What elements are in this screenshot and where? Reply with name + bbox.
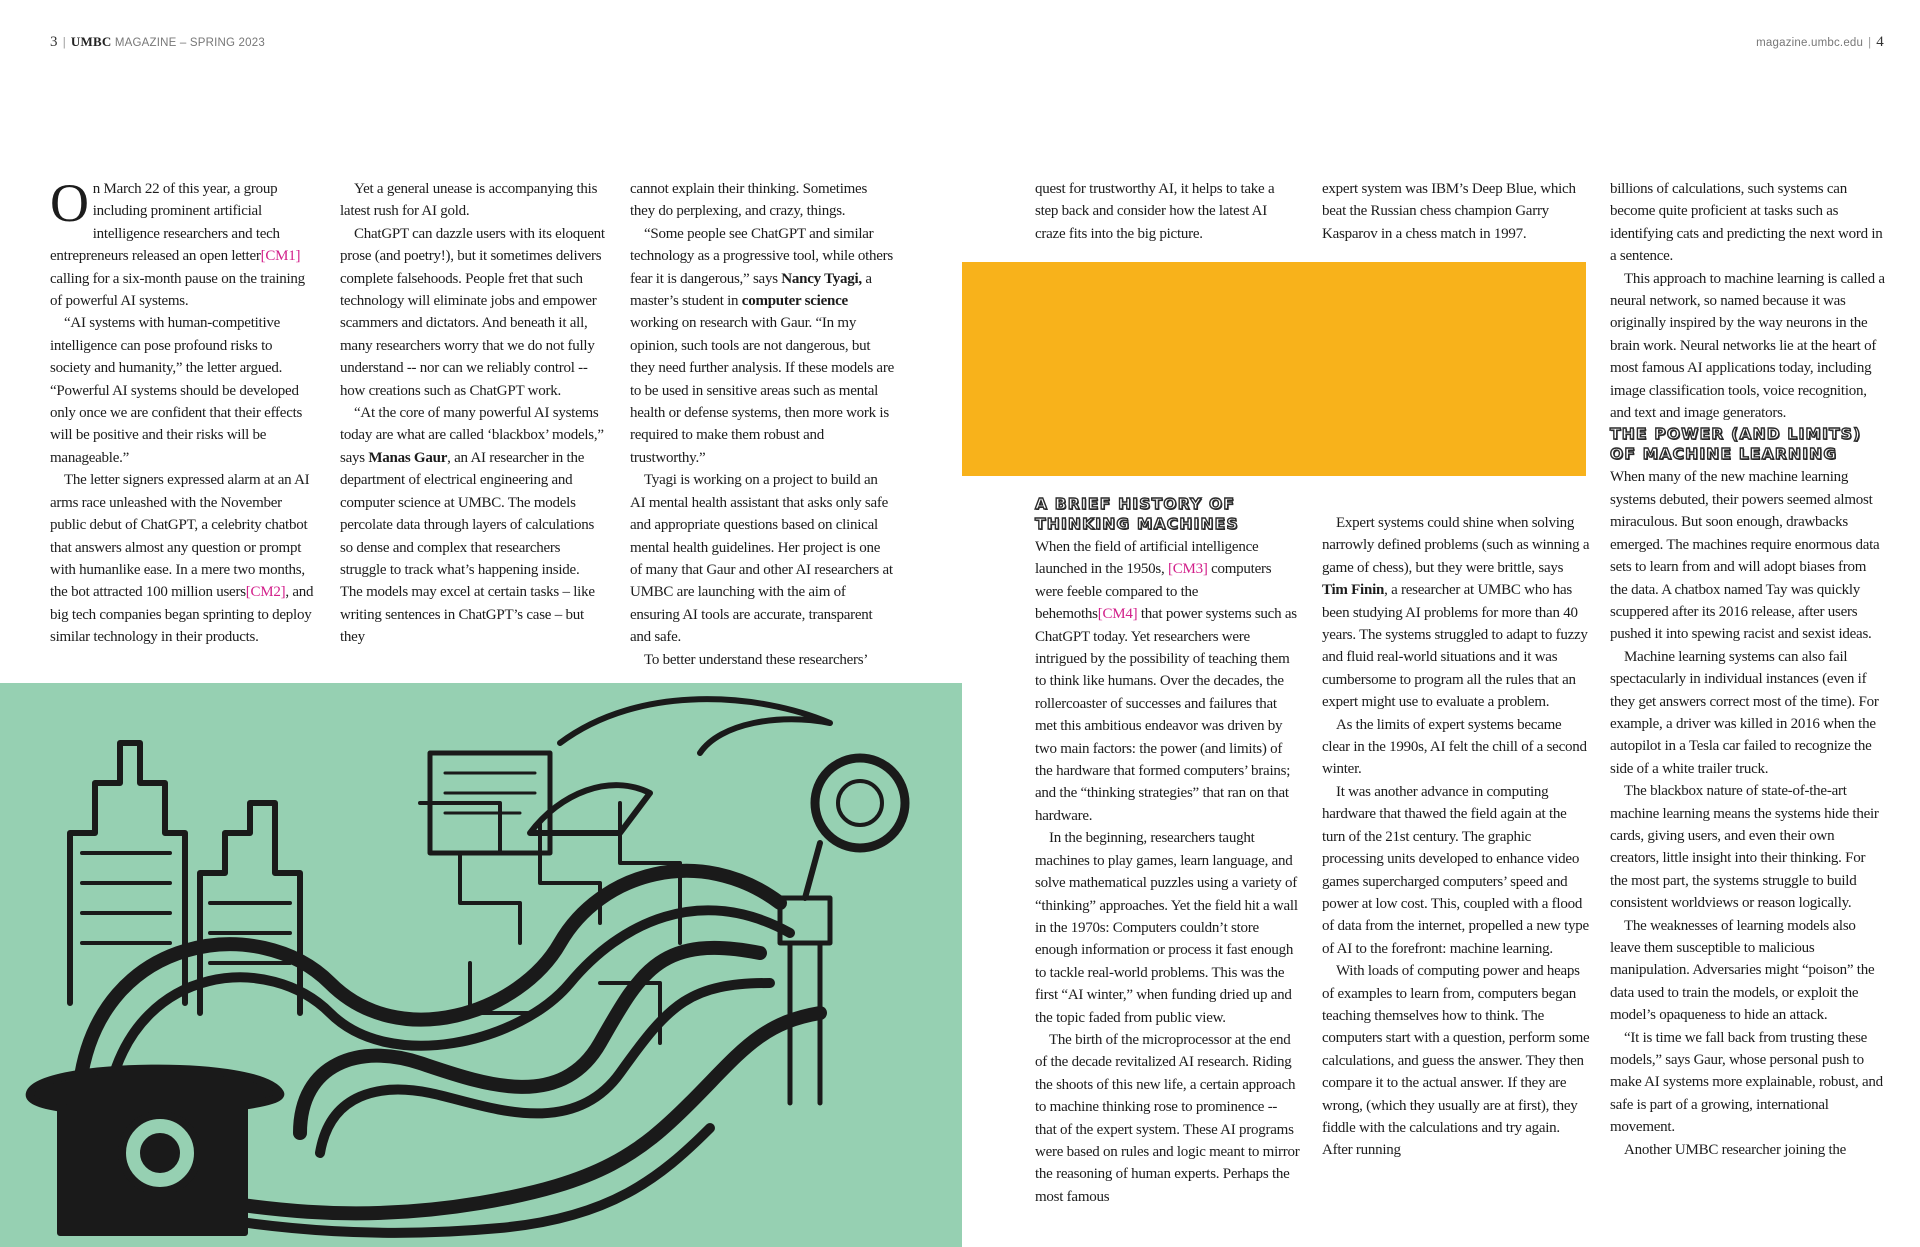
- article-column-1: [50, 173, 315, 649]
- article-column-5-top: [1322, 178, 1592, 245]
- paragraph: When the field of artificial intelligence launched in the 1950s, [CM3] computers were feeble compared to the behemoths[CM4] that power systems such as ChatGPT today. Yet researchers were intrigued by the possibility of teaching them to think like humans. Over the decades, the rollercoaster of successes and failures that met this ambitious endeavor was driven by two main factors: the power (and limits) of the hardware that formed computers’ brains; and the “thinking strategies” that ran on that hardware.: [1035, 539, 1297, 824]
- comment-marker: [CM3]: [1167, 561, 1208, 578]
- edition-label: MAGAZINE – SPRING 2023: [114, 37, 265, 49]
- person-name: Nancy Tyagi,: [781, 270, 862, 287]
- paragraph: To better understand these researchers’: [644, 651, 869, 668]
- running-header-right: magazine.umbc.edu | 4: [1756, 34, 1884, 50]
- paragraph: The blackbox nature of state-of-the-art machine learning means the systems hide their cards, giving users, and even their own creators, little insight into their thinking. For the most part, the systems struggle to build consistent worldviews or reason logically.: [1610, 783, 1879, 912]
- article-column-2: [340, 178, 605, 649]
- paragraph: The weaknesses of learning models also leave them susceptible to malicious manipulation. Adversaries might “poison” the data used to train the models, or exploit the model’s opaqueness to hide an attack.: [1610, 917, 1875, 1024]
- paragraph: With loads of computing power and heaps of examples to learn from, computers began teaching themselves how to think. The computers start with a question, perform some calculations, and guess the answer. They then compare it to the actual answer. If they are wrong, (which they usually are at first), they fiddle with the calculations and try again. After running: [1322, 963, 1590, 1159]
- paragraph: Machine learning systems can also fail spectacularly in individual instances (even if they get answers correct most of the time). For example, a driver was killed in 2016 when the autopilot in a Tesla car failed to recognize the side of a white trailer truck.: [1610, 648, 1879, 777]
- paragraph: “It is time we fall back from trusting these models,” says Gaur, whose personal push to make AI systems more explainable, robust, and safe is part of a growing, international movement.: [1610, 1029, 1883, 1136]
- article-column-6: [1610, 178, 1885, 1161]
- brand-logo: UMBC: [70, 34, 112, 49]
- illustration-panel: [0, 683, 962, 1247]
- department-name: computer science: [741, 293, 848, 310]
- section-heading: A BRIEF HISTORY OF THINKING MACHINES: [1035, 495, 1239, 533]
- paragraph: quest for trustworthy AI, it helps to take a step back and consider how the latest AI craze fits into the big picture.: [1035, 181, 1275, 242]
- site-url: magazine.umbc.edu: [1756, 37, 1864, 49]
- comment-marker: [CM4]: [1097, 606, 1138, 623]
- paragraph: It was another advance in computing hardware that thawed the field again at the turn of the 21st century. The graphic processing units developed to enhance video games supercharged computers’ speed and power at low cost. This, coupled with a flood of data from the internet, propelled a new type of AI to the forefront: machine learning.: [1322, 783, 1589, 957]
- paragraph: This approach to machine learning is called a neural network, so named because it was originally inspired by the way neurons in the brain work. Neural networks lie at the heart of most famous AI applications today, including image classification tools, voice recognition, and text and image generators.: [1610, 270, 1885, 422]
- paragraph: The letter signers expressed alarm at an AI arms race unleashed with the November public debut of ChatGPT, a celebrity chatbot that answers almost any question or prompt with humanlike ease. In a mere two months, the bot attracted 100 million users[CM2], and big tech companies began sprinting to deploy similar technology in their products.: [50, 472, 314, 646]
- comment-marker: [CM1]: [260, 248, 301, 265]
- paragraph: When many of the new machine learning systems debuted, their powers seemed almost miraculous. But soon enough, drawbacks emerged. The machines require enormous data sets to learn from and will adopt biases from the data. A chatbox named Tay was quickly scuppered after its 2016 release, after users pushed it into spewing racist and sexist ideas.: [1610, 469, 1880, 643]
- paragraph: “Some people see ChatGPT and similar technology as a progressive tool, while others fear it is dangerous,” says Nancy Tyagi, a master’s student in computer science working on research with Gaur. “In my opinion, such tools are not dangerous, but they need further analysis. If these models are to be used in sensitive areas such as mental health or defense systems, then more work is required to make them robust and trustworthy.”: [630, 225, 894, 466]
- magnifier-icon: [805, 843, 820, 898]
- paragraph: ChatGPT can dazzle users with its eloquent prose (and poetry!), but it sometimes delivers complete falsehoods. People fret that such technology will eliminate jobs and empower scammers and dictators. And beneath it all, many researchers worry that we do not fully understand -- nor can we reliably control -- how creations such as ChatGPT work.: [340, 225, 605, 399]
- paragraph: In the beginning, researchers taught machines to play games, learn language, and solve mathematical puzzles using a variety of “thinking” approaches. Yet the field hit a wall in the 1970s: Computers couldn’t store enough information or process it fast enough to tackle real-world problems. This was the first “AI winter,” when funding dried up and the topic faded from public view.: [1035, 830, 1298, 1026]
- ai-machine-illustration-icon: [0, 683, 962, 1247]
- dropcap: O: [50, 173, 89, 233]
- paragraph: On March 22 of this year, a group including prominent artificial intelligence researchers and tech entrepreneurs released an open letter[CM1] calling for a six-month pause on the training of powerful AI systems.: [50, 173, 305, 310]
- article-column-5: [1322, 512, 1592, 1162]
- paragraph: expert system was IBM’s Deep Blue, which beat the Russian chess champion Garry Kasparov in a chess match in 1997.: [1322, 181, 1576, 242]
- article-column-4-top: [1035, 178, 1300, 245]
- paragraph: Tyagi is working on a project to build an AI mental health assistant that asks only safe and appropriate questions based on clinical mental health guidelines. Her project is one of many that Gaur and other AI researchers at UMBC are launching with the aim of ensuring AI tools are accurate, transparent and safe.: [630, 472, 893, 646]
- yellow-color-block: [962, 262, 1586, 476]
- page-number-left: 3: [50, 34, 58, 50]
- comment-marker: [CM2]: [245, 584, 286, 601]
- article-column-4: [1035, 494, 1300, 1208]
- person-name: Tim Finin: [1322, 582, 1385, 599]
- paragraph: Another UMBC researcher joining the: [1624, 1141, 1847, 1158]
- paragraph: “At the core of many powerful AI systems today are what are called ‘blackbox’ models,” says Manas Gaur, an AI researcher in the department of electrical engineering and computer science at UMBC. The models percolate data through layers of calculations so dense and complex that researchers struggle to track what’s happening inside. The models may excel at certain tasks – like writing sentences in ChatGPT’s case – but they: [340, 405, 604, 646]
- paragraph: Yet a general unease is accompanying this latest rush for AI gold.: [340, 181, 598, 220]
- page-number-right: 4: [1876, 34, 1884, 50]
- section-heading: THE POWER (AND LIMITS) OF MACHINE LEARNING: [1610, 425, 1862, 464]
- paragraph: billions of calculations, such systems can become quite proficient at tasks such as identifying cats and predicting the next word in a sentence.: [1610, 181, 1883, 265]
- running-header-left: 3 | UMBC MAGAZINE – SPRING 2023: [50, 34, 265, 50]
- paragraph: “AI systems with human-competitive intelligence can pose profound risks to society and humanity,” the letter argued. “Powerful AI systems should be developed only once we are confident that their effects will be positive and their risks will be manageable.”: [50, 315, 303, 466]
- paragraph: The birth of the microprocessor at the end of the decade revitalized AI research. Riding the shoots of this new life, a certain approach to machine thinking rose to prominence -- that of the expert system. These AI programs were based on rules and logic meant to mirror the reasoning of human experts. Perhaps the most famous: [1035, 1031, 1300, 1205]
- top-hat-icon: [30, 1069, 281, 1112]
- paragraph: As the limits of expert systems became clear in the 1990s, AI felt the chill of a second winter.: [1322, 716, 1587, 778]
- article-column-3: [630, 178, 895, 671]
- paragraph: Expert systems could shine when solving narrowly defined problems (such as winning a game of chess), but they were brittle, says Tim Finin, a researcher at UMBC who has been studying AI problems for more than 40 years. The systems struggled to adapt to fuzzy and fluid real-world situations and it was cumbersome to program all the rules that an expert might use to evaluate a problem.: [1322, 515, 1590, 711]
- paragraph: cannot explain their thinking. Sometimes they do perplexing, and crazy, things.: [630, 181, 868, 220]
- person-name: Manas Gaur: [368, 449, 448, 466]
